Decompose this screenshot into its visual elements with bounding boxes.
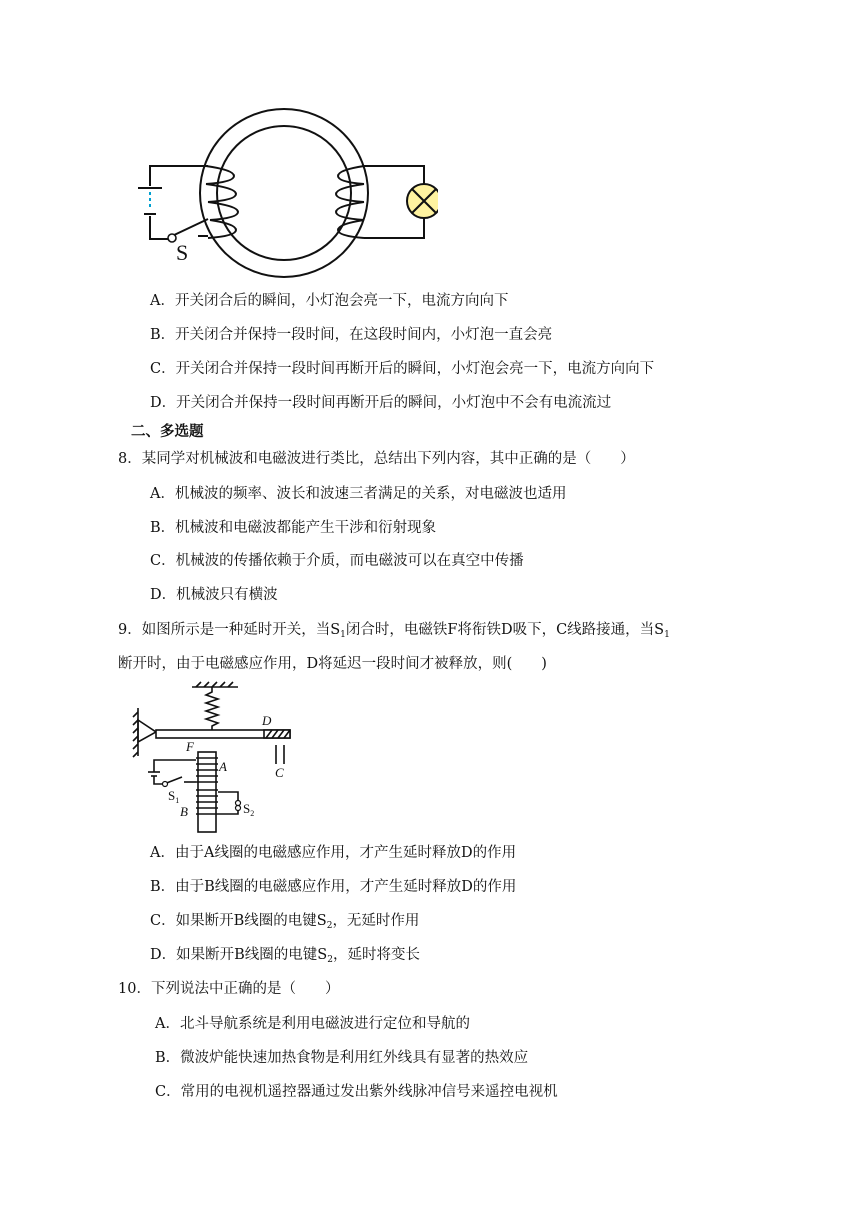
q7-option-b: B．开关闭合并保持一段时间，在这段时间内，小灯泡一直会亮 bbox=[150, 327, 553, 343]
coil-a-circuit bbox=[154, 760, 196, 772]
coil-b-circuit bbox=[218, 792, 238, 801]
delay-switch-figure bbox=[128, 680, 303, 835]
left-circuit-wire-top bbox=[150, 166, 208, 186]
toroid-inner-ring bbox=[217, 126, 351, 260]
left-coil bbox=[206, 166, 238, 238]
switch-s2-bottom bbox=[236, 806, 241, 811]
label-b: B bbox=[180, 804, 188, 819]
q9-stem-line1: 9．如图所示是一种延时开关，当$S_1$闭合时，电磁铁F将衔铁D吸下，C线路接通，当$S_1$ bbox=[118, 622, 670, 640]
q10-option-c: C．常用的电视机遥控器通过发出紫外线脉冲信号来遥控电视机 bbox=[155, 1084, 558, 1100]
switch-s2-top bbox=[236, 801, 241, 806]
q9-option-d: D．如果断开B线圈的电键$S_2$，延时将变长 bbox=[150, 947, 420, 965]
switch-blade bbox=[172, 219, 208, 236]
label-s2: $S_2$ bbox=[243, 801, 255, 818]
label-c: C bbox=[275, 765, 284, 780]
label-d: D bbox=[262, 713, 272, 728]
q9-option-b: B．由于B线圈的电磁感应作用，才产生延时释放D的作用 bbox=[150, 879, 517, 895]
switch-s1-pivot bbox=[163, 782, 168, 787]
q9-option-c: C．如果断开B线圈的电键$S_2$，无延时作用 bbox=[150, 913, 420, 931]
switch-label: S bbox=[176, 240, 189, 265]
q7-option-d: D．开关闭合并保持一段时间再断开后的瞬间，小灯泡中不会有电流流过 bbox=[150, 395, 612, 411]
toroid-outer-ring bbox=[200, 109, 368, 277]
q7-option-a: A．开关闭合后的瞬间，小灯泡会亮一下，电流方向向下 bbox=[150, 293, 509, 309]
q8-option-b: B．机械波和电磁波都能产生干涉和衍射现象 bbox=[150, 520, 437, 536]
left-circuit-wire-bottom bbox=[150, 216, 168, 239]
pivot bbox=[138, 720, 156, 742]
q8-stem: 8．某同学对机械波和电磁波进行类比，总结出下列内容，其中正确的是（ ） bbox=[118, 451, 635, 467]
spring bbox=[206, 687, 218, 732]
switch-pivot bbox=[168, 234, 176, 242]
q9-stem-line2: 断开时，由于电磁感应作用，D将延迟一段时间才被释放，则( ) bbox=[118, 656, 547, 672]
label-f: F bbox=[186, 739, 194, 754]
q10-stem: 10．下列说法中正确的是（ ） bbox=[118, 981, 340, 997]
q8-option-a: A．机械波的频率、波长和波速三者满足的关系，对电磁波也适用 bbox=[150, 486, 567, 502]
q7-option-c: C．开关闭合并保持一段时间再断开后的瞬间，小灯泡会亮一下，电流方向向下 bbox=[150, 361, 655, 377]
q10-option-b: B．微波炉能快速加热食物是利用红外线具有显著的热效应 bbox=[155, 1050, 529, 1066]
battery bbox=[138, 188, 162, 214]
lamp bbox=[407, 184, 438, 218]
q10-option-a: A．北斗导航系统是利用电磁波进行定位和导航的 bbox=[155, 1016, 470, 1032]
q8-option-d: D．机械波只有横波 bbox=[150, 587, 278, 603]
label-s1: $S_1$ bbox=[168, 788, 180, 805]
q8-option-c: C．机械波的传播依赖于介质，而电磁波可以在真空中传播 bbox=[150, 553, 524, 569]
q9-option-a: A．由于A线圈的电磁感应作用，才产生延时释放D的作用 bbox=[150, 845, 517, 861]
section-heading: 二、多选题 bbox=[131, 423, 204, 440]
toroid-circuit-figure bbox=[128, 104, 438, 284]
label-a: A bbox=[219, 759, 227, 774]
